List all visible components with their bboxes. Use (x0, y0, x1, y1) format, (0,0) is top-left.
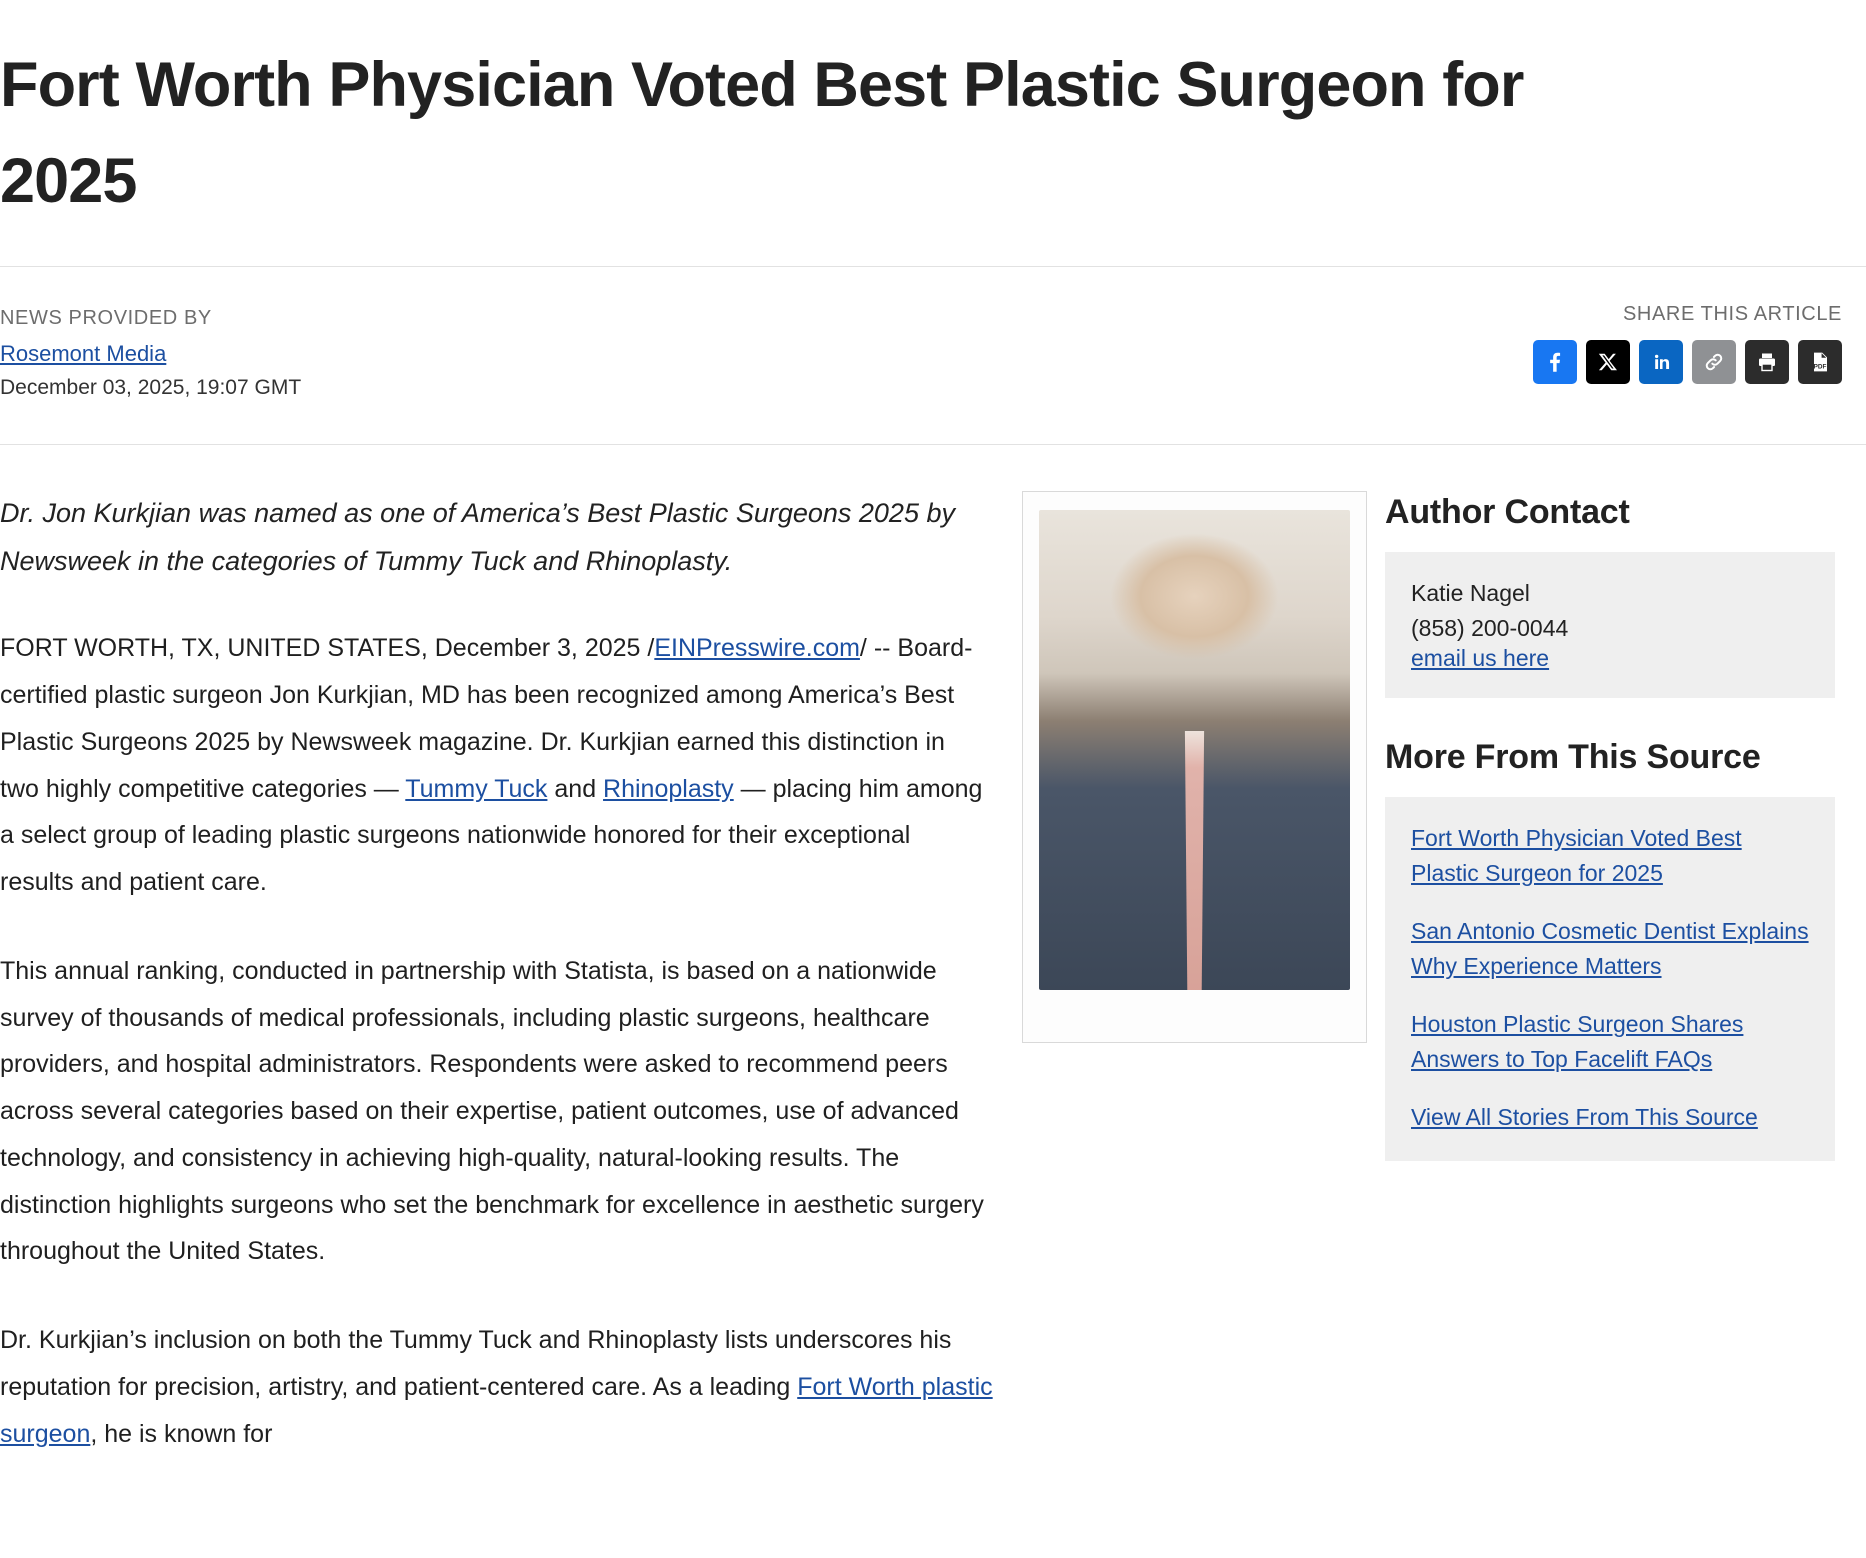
more-from-source-title: More From This Source (1385, 738, 1761, 777)
provider-link[interactable]: Rosemont Media (0, 340, 167, 366)
list-item (1411, 1007, 1809, 1076)
paragraph-1-after-wire: / -- Board-certified plastic surgeon Jon Kurkjian, MD has been recognized among America’s Best Plastic Surgeons 2025 by Newsweek magazine. Dr. Kurkjian earned this distinction in two highly competitive categories — (0, 634, 973, 803)
article-image (1039, 510, 1350, 990)
paragraph-3-before-link: Dr. Kurkjian’s inclusion on both the Tummy Tuck and Rhinoplasty lists underscores his reputation for precision, artistry, and patient-centered care. As a leading (0, 1326, 952, 1401)
article-content (0, 445, 1866, 1499)
printer-icon (1755, 350, 1779, 374)
facebook-share-button[interactable] (1533, 340, 1577, 384)
story-link-1[interactable]: Fort Worth Physician Voted Best Plastic Surgeon for 2025 (1411, 825, 1742, 886)
article-meta-bar (0, 267, 1866, 445)
list-item (1411, 821, 1809, 890)
linkedin-icon (1649, 350, 1673, 374)
sidebar (1385, 489, 1835, 1201)
list-item (1411, 1100, 1809, 1135)
link-icon (1702, 350, 1726, 374)
tummy-tuck-link[interactable]: Tummy Tuck (405, 774, 548, 803)
author-contact-box (1385, 552, 1835, 698)
linkedin-share-button[interactable] (1639, 340, 1683, 384)
print-button[interactable] (1745, 340, 1789, 384)
article-lede: Dr. Jon Kurkjian was named as one of America’s Best Plastic Surgeons 2025 by Newsweek in the categories of Tummy Tuck and Rhinoplasty. (0, 498, 955, 577)
pdf-button[interactable] (1798, 340, 1842, 384)
more-from-source-box (1385, 797, 1835, 1161)
einpresswire-link[interactable]: EINPresswire.com (654, 634, 860, 663)
publish-date: December 03, 2025, 19:07 GMT (0, 376, 302, 400)
x-icon (1597, 351, 1619, 373)
paragraph-1-tail: — placing him among a select group of leading plastic surgeons nationwide honored for their exceptional results and patient care. (0, 774, 983, 897)
story-link-3[interactable]: Houston Plastic Surgeon Shares Answers to Top Facelift FAQs (1411, 1011, 1744, 1072)
facebook-icon (1542, 349, 1568, 375)
fort-worth-plastic-surgeon-link[interactable]: Fort Worth plastic surgeon (0, 1372, 993, 1448)
dateline: FORT WORTH, TX, UNITED STATES, December 3, 2025 / (0, 634, 655, 663)
article-body (0, 489, 1385, 1499)
provided-by-label: NEWS PROVIDED BY (0, 306, 212, 329)
contact-name: Katie Nagel (1411, 580, 1530, 607)
paragraph-3-after-link: , he is known for (90, 1419, 273, 1448)
story-link-2[interactable]: San Antonio Cosmetic Dentist Explains Why Experience Matters (1411, 918, 1809, 979)
paragraph-1-between-links: and (547, 774, 604, 803)
article-paragraph-3 (0, 1317, 1000, 1457)
news-provider-block (0, 303, 301, 405)
rhinoplasty-link[interactable]: Rhinoplasty (603, 774, 734, 803)
article-figure (1022, 491, 1367, 1043)
view-all-stories-link[interactable]: View All Stories From This Source (1411, 1104, 1758, 1131)
x-share-button[interactable] (1586, 340, 1630, 384)
copy-link-button[interactable] (1692, 340, 1736, 384)
contact-phone: (858) 200-0044 (1411, 614, 1569, 641)
share-label: SHARE THIS ARTICLE (1622, 302, 1842, 325)
article-paragraph-2: This annual ranking, conducted in partnership with Statista, is based on a nationwide survey of thousands of medical professionals, including plastic surgeons, healthcare providers, and hospital administrators. Respondents were asked to recommend peers across several categories based on their expertise, patient outcomes, use of advanced technology, and consistency in achieving high-quality, natural-looking results. The distinction highlights surgeons who set the benchmark for excellence in aesthetic surgery throughout the United States. (0, 956, 984, 1266)
page-title: Fort Worth Physician Voted Best Plastic Surgeon for 2025 (0, 50, 1524, 216)
svg-text:PDF: PDF (1813, 362, 1827, 370)
headline-section (0, 0, 1866, 266)
pdf-icon (1808, 350, 1832, 374)
share-icon-row (1533, 340, 1842, 384)
share-block (1533, 303, 1842, 384)
list-item (1411, 914, 1809, 983)
email-us-here-link[interactable]: email us here (1411, 645, 1550, 672)
author-contact-title: Author Contact (1385, 493, 1630, 532)
story-list (1411, 821, 1809, 1135)
